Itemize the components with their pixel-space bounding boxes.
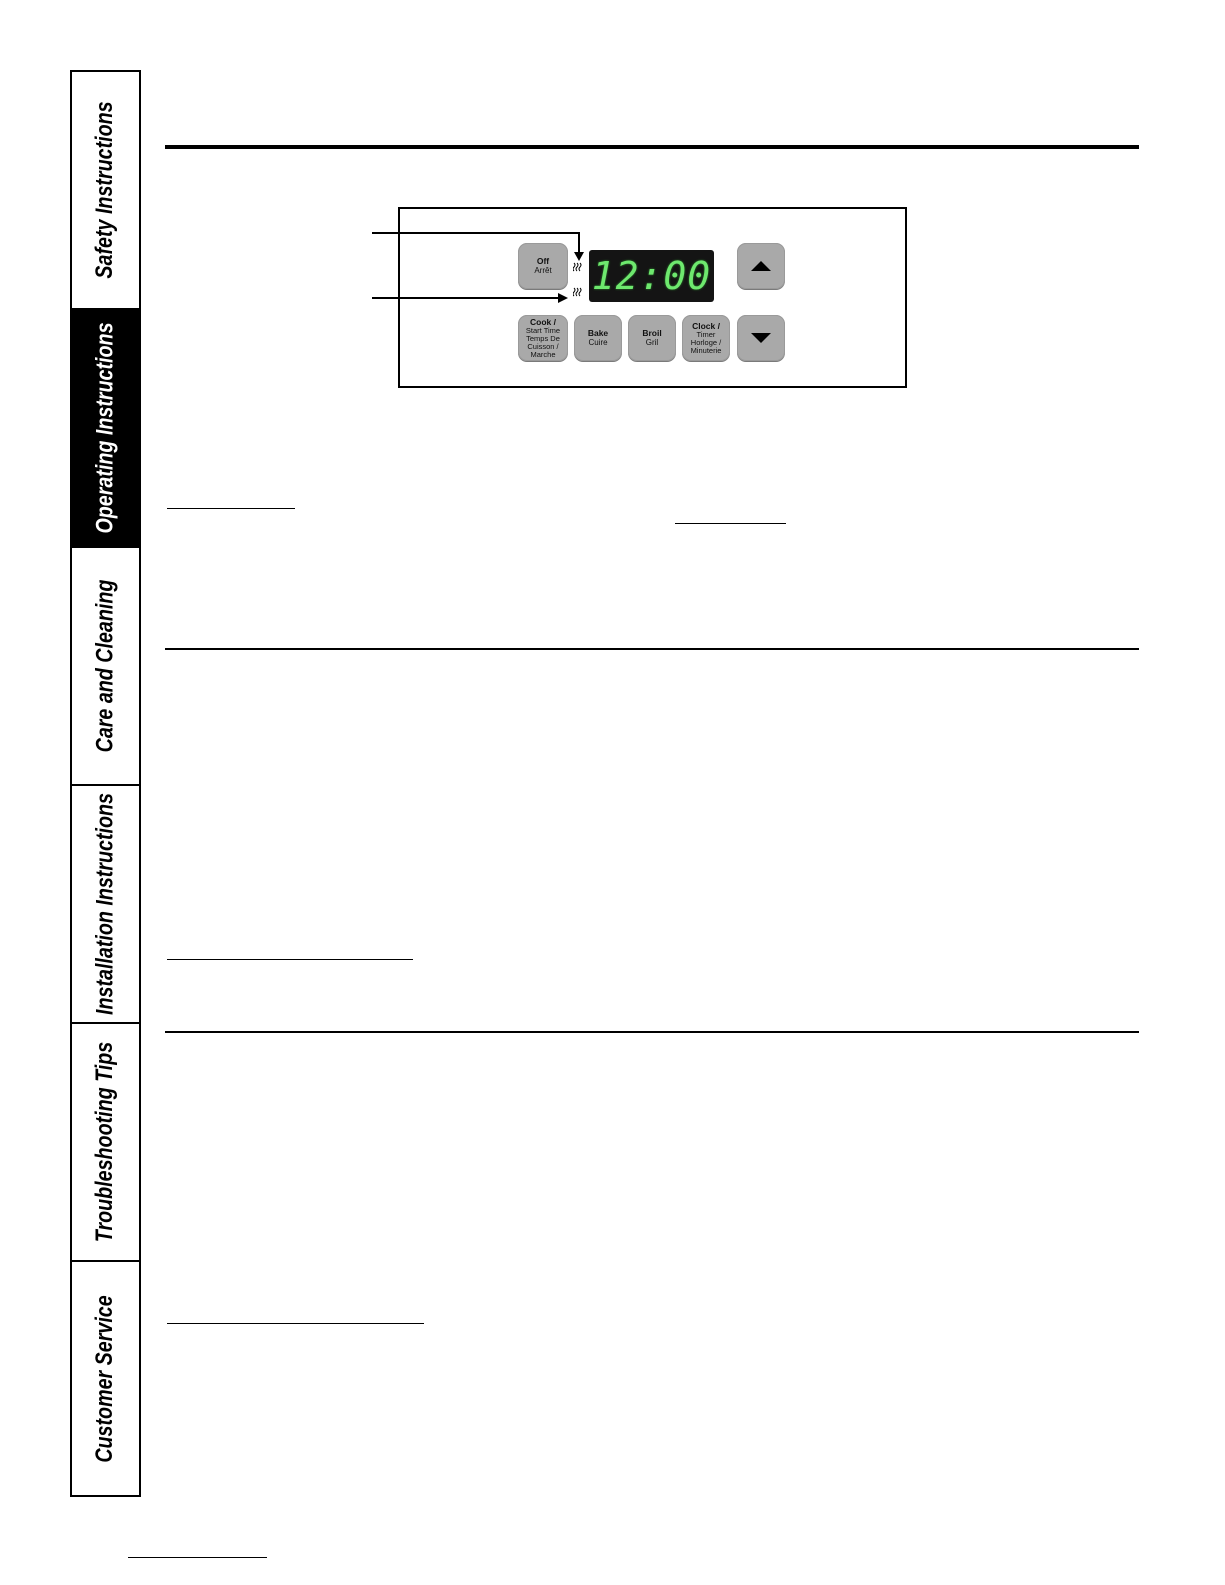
tab-label: Troubleshooting Tips	[91, 1041, 119, 1243]
bake-label-fr: Cuire	[588, 338, 608, 347]
start-time-label: Start Time	[525, 325, 561, 335]
clock-label: Clock /	[692, 320, 720, 331]
clock-timer-button[interactable]	[682, 315, 730, 361]
oven-heat-indicator-icon	[573, 262, 583, 272]
bake-label: Bake	[587, 328, 609, 338]
off-button[interactable]	[518, 243, 568, 289]
tab-label: Safety Instructions	[91, 101, 119, 279]
broil-button[interactable]	[628, 315, 676, 361]
broil-label-fr: Gril	[645, 338, 659, 347]
tab-label: Care and Cleaning	[91, 579, 119, 753]
cook-start-time-button[interactable]	[518, 315, 568, 361]
off-label: Off	[536, 256, 550, 266]
tab-label: Installation Instructions	[91, 793, 119, 1015]
marche-label: Marche	[530, 349, 556, 359]
off-label-fr: Arrêt	[534, 266, 552, 275]
temps-de-label: Temps De	[526, 333, 560, 343]
cook-label: Cook /	[530, 316, 556, 327]
minuterie-label: Minuterie	[690, 345, 722, 355]
up-arrow-button[interactable]	[737, 243, 785, 289]
cuisson-label: Cuisson /	[527, 341, 559, 351]
tab-label: Operating Instructions	[91, 322, 119, 534]
broil-label: Broil	[642, 328, 662, 338]
arrow-up-icon	[750, 260, 772, 272]
display-time: 12:00	[591, 254, 712, 298]
broil-heat-indicator-icon	[573, 287, 583, 297]
clock-display	[589, 250, 714, 302]
tab-label: Customer Service	[91, 1294, 119, 1463]
timer-label: Timer	[696, 329, 716, 339]
bake-button[interactable]	[574, 315, 622, 361]
arrow-down-icon	[750, 332, 772, 344]
horloge-label: Horloge /	[690, 337, 722, 347]
down-arrow-button[interactable]	[737, 315, 785, 361]
